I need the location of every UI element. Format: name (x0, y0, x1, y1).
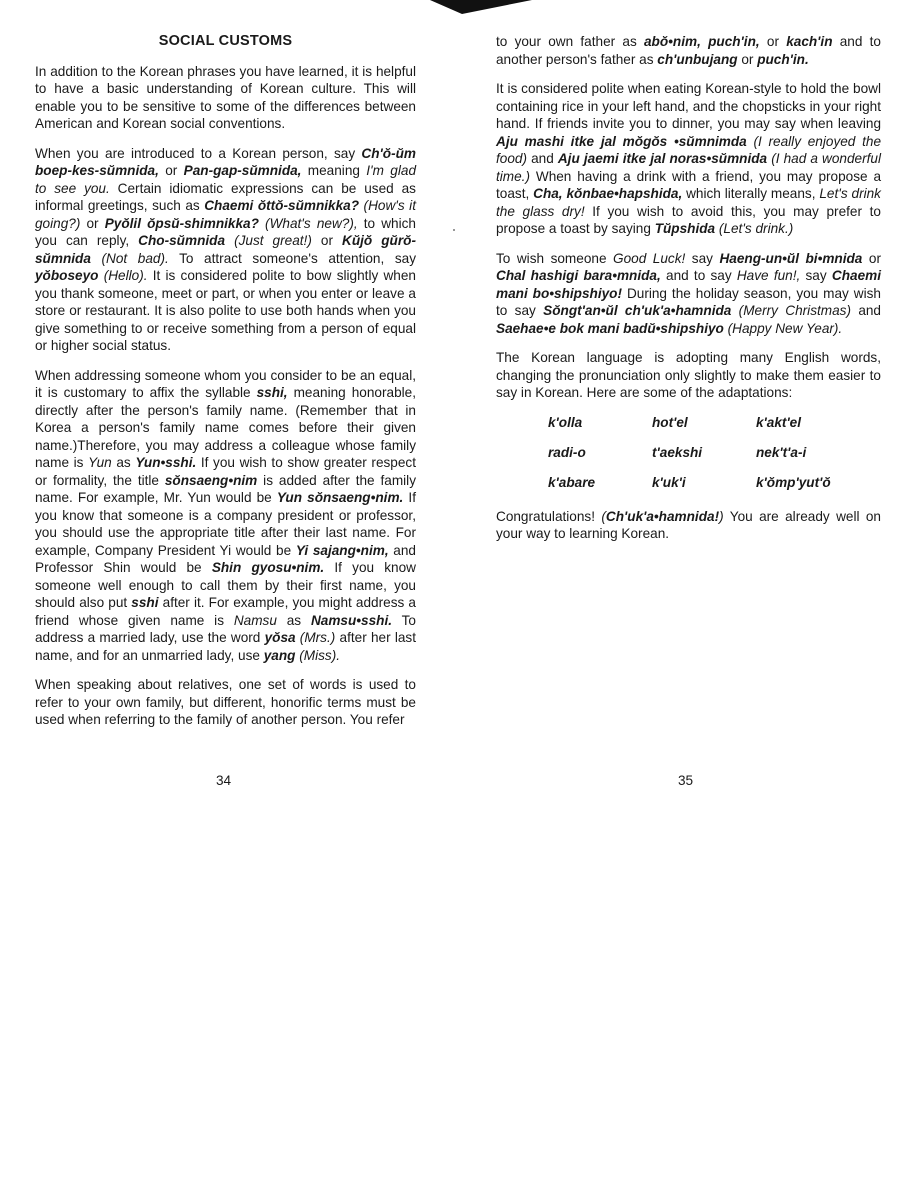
translation: (Let's drink.) (715, 221, 794, 236)
korean-phrase: Pyŏlil ŏpsŭ-shimnikka? (104, 215, 259, 231)
korean-phrase: ch'unbujang (657, 51, 738, 67)
translation: (Miss). (295, 647, 340, 663)
intro-paragraph: In addition to the Korean phrases you have learned, it is helpful to have a basic understanding of Korean culture. This will enable you to be sensitive to some of the differences between American and Korean social conventions. (35, 63, 416, 131)
translation: (I really enjoyed the food) (496, 133, 881, 166)
korean-phrase: yŏsa (264, 630, 296, 645)
addressing-paragraph (35, 367, 416, 665)
translation: Let's drink the glass dry! (496, 186, 881, 219)
adaptation-word: k'abare (548, 474, 596, 490)
introductions-paragraph (35, 145, 416, 355)
korean-phrase: sŏnsaeng•nim (164, 472, 258, 488)
text: say (685, 250, 720, 266)
page-number-right: 35 (678, 773, 694, 788)
adaptation-word: k'akt'el (756, 414, 802, 430)
congratulations-paragraph (496, 508, 881, 543)
text: or (311, 233, 343, 248)
text: Congratulations! (496, 508, 602, 524)
adaptation-word: hot'el (652, 414, 688, 430)
text: is added after the family name. For example, Mr. Yun would be (35, 472, 416, 505)
korean-phrase: Yun•sshi. (135, 455, 197, 470)
korean-phrase: Ch'ŏ-ŭm boep-kes-sŭmnida, (35, 145, 416, 178)
korean-phrase: yang (263, 647, 296, 663)
korean-phrase: Shin gyosu•nim. (211, 560, 325, 575)
text: which literally means, (682, 186, 820, 201)
text: to your own father as (496, 34, 644, 49)
text: If you know that someone is a company president or professor, you should use the appropriate title after their last name. For example, Company President Yi would be (35, 490, 416, 558)
translation: (Mrs.) (295, 630, 336, 645)
korean-phrase: sshi, (256, 385, 288, 400)
korean-phrase: Sŏngt'an•ŭl ch'uk'a•hamnida (543, 303, 732, 318)
korean-phrase: abŏ•nim, puch'in, (643, 34, 760, 49)
scan-dot (453, 229, 455, 231)
text: and to another person's father as (496, 34, 881, 67)
korean-phrase: Tŭpshida (654, 221, 716, 236)
translation: I'm glad to see you. (35, 163, 417, 196)
adaptation-word: nek't'a-i (756, 444, 807, 460)
loanwords-paragraph: The Korean language is adopting many English words, changing the pronunciation only slightly to make them easier to say in Korean. Here are some of the adaptations: (496, 350, 881, 400)
text: or (158, 163, 184, 178)
text: or (862, 250, 881, 266)
text: or (759, 34, 787, 49)
adaptation-word: k'olla (548, 414, 583, 430)
korean-phrase: Chaemi ŏttŏ-sŭmnikka? (204, 198, 360, 213)
text: During the holiday season, you may wish to say (496, 285, 881, 318)
text: to which you can reply, (35, 215, 416, 248)
text: It is considered polite to bow slightly when you thank someone, meet or part, or when you enter or leave a store or restaurant. It is also polite to use both hands when you give something to or receive something from a person of equal or higher social status. (35, 268, 416, 353)
text: say (800, 268, 832, 283)
text: after it. For example, you might address a friend whose given name is (35, 595, 416, 628)
text: and Professor Shin would be (35, 542, 416, 575)
translation: (Just great!) (225, 233, 312, 248)
adaptation-word: k'ŏmp'yut'ŏ (756, 474, 831, 490)
scan-artifact (430, 0, 532, 14)
text: When having a drink with a friend, you may propose a toast, (496, 168, 881, 201)
text: and to say (660, 268, 737, 283)
text: If you know someone well enough to call them by their first name, you should also put (35, 560, 416, 610)
relatives-continued-paragraph (496, 33, 881, 68)
text: You are already well on your way to learning Korean. (496, 508, 881, 541)
adaptations-grid (548, 414, 881, 504)
korean-phrase: Ch'uk'a•hamnida! (605, 508, 720, 524)
translation: (How's it going?) (35, 198, 416, 231)
translation: Namsu (233, 612, 277, 628)
translation: (Merry Christmas) (731, 303, 851, 318)
translation: ) (719, 508, 724, 524)
text: or (737, 51, 758, 67)
dining-paragraph (496, 80, 881, 238)
text: To wish someone (496, 250, 614, 266)
korean-phrase: Cho-sŭmnida (138, 233, 226, 248)
translation: (Hello). (98, 268, 148, 283)
korean-phrase: Pan-gap-sŭmnida, (183, 163, 302, 178)
text: and (850, 303, 881, 318)
right-page (496, 33, 881, 555)
korean-phrase: sshi (131, 595, 159, 610)
korean-phrase: Saehae•e bok mani badŭ•shipshiyo (496, 320, 724, 336)
korean-phrase: Aju mashi itke jal mŏgŏs •sŭmnimda (496, 133, 747, 149)
adaptation-word: radi-o (548, 444, 586, 460)
text: When addressing someone whom you consider to be an equal, it is customary to affix the syllable (35, 367, 416, 400)
left-page (35, 33, 416, 741)
page-number-left: 34 (216, 773, 232, 788)
text: To attract someone's attention, say (168, 250, 417, 266)
adaptation-word: k'uk'i (652, 474, 686, 490)
text: It is considered polite when eating Korean-style to hold the bowl containing rice in your left hand, and the chopsticks in your right hand. If friends invite you to dinner, you may say when leaving (496, 81, 881, 131)
text: If you wish to show greater respect or formality, the title (35, 455, 416, 488)
text: If you wish to avoid this, you may prefer to propose a toast by saying (496, 203, 881, 236)
text: Certain idiomatic expressions can be used as informal greetings, such as (35, 180, 416, 213)
translation: Good Luck! (613, 250, 686, 266)
text: When you are introduced to a Korean person, say (35, 145, 362, 161)
korean-phrase: Cha, kŏnbae•hapshida, (533, 186, 683, 201)
text: after her last name, and for an unmarried lady, use (35, 630, 416, 663)
korean-phrase: yŏboseyo (35, 268, 99, 283)
korean-phrase: Namsu•sshi. (310, 612, 393, 628)
translation: (What's new?), (258, 215, 358, 231)
translation: Yun (88, 455, 112, 470)
text: meaning honorable, directly after the person's family name. (Remember that in Korea a person's family name comes before their given name.)Therefore, you may address a colleague whose family name is (35, 385, 416, 470)
wishes-paragraph (496, 250, 881, 338)
text: and (526, 151, 558, 166)
text: as (276, 612, 311, 628)
translation: (I had a wonderful time.) (496, 151, 881, 184)
text: or (80, 215, 105, 231)
korean-phrase: Aju jaemi itke jal noras•sŭmnida (557, 151, 768, 166)
translation: (Happy New Year). (723, 320, 843, 336)
section-title: SOCIAL CUSTOMS (158, 33, 293, 49)
translation: Have fun!, (736, 268, 801, 283)
text: meaning (301, 163, 367, 178)
translation: (Not bad). (90, 250, 169, 266)
korean-phrase: puch'in. (757, 51, 809, 67)
text: as (111, 455, 136, 470)
korean-phrase: Chaemi mani bo•shipshiyo! (496, 268, 881, 301)
korean-phrase: Kŭjŏ gŭrŏ-sŭmnida (35, 233, 416, 266)
relatives-paragraph: When speaking about relatives, one set of words is used to refer to your own family, but different, honorific terms must be used when referring to the family of another person. You refer (35, 677, 416, 727)
korean-phrase: Haeng-un•ŭl bi•mnida (719, 250, 863, 266)
translation: ( (601, 508, 606, 524)
korean-phrase: Yi sajang•nim, (295, 542, 389, 558)
adaptation-word: t'aekshi (652, 444, 703, 460)
korean-phrase: Yun sŏnsaeng•nim. (276, 490, 404, 505)
text: To address a married lady, use the word (35, 612, 416, 645)
korean-phrase: kach'in (786, 34, 833, 49)
korean-phrase: Chal hashigi bara•mnida, (496, 268, 661, 283)
